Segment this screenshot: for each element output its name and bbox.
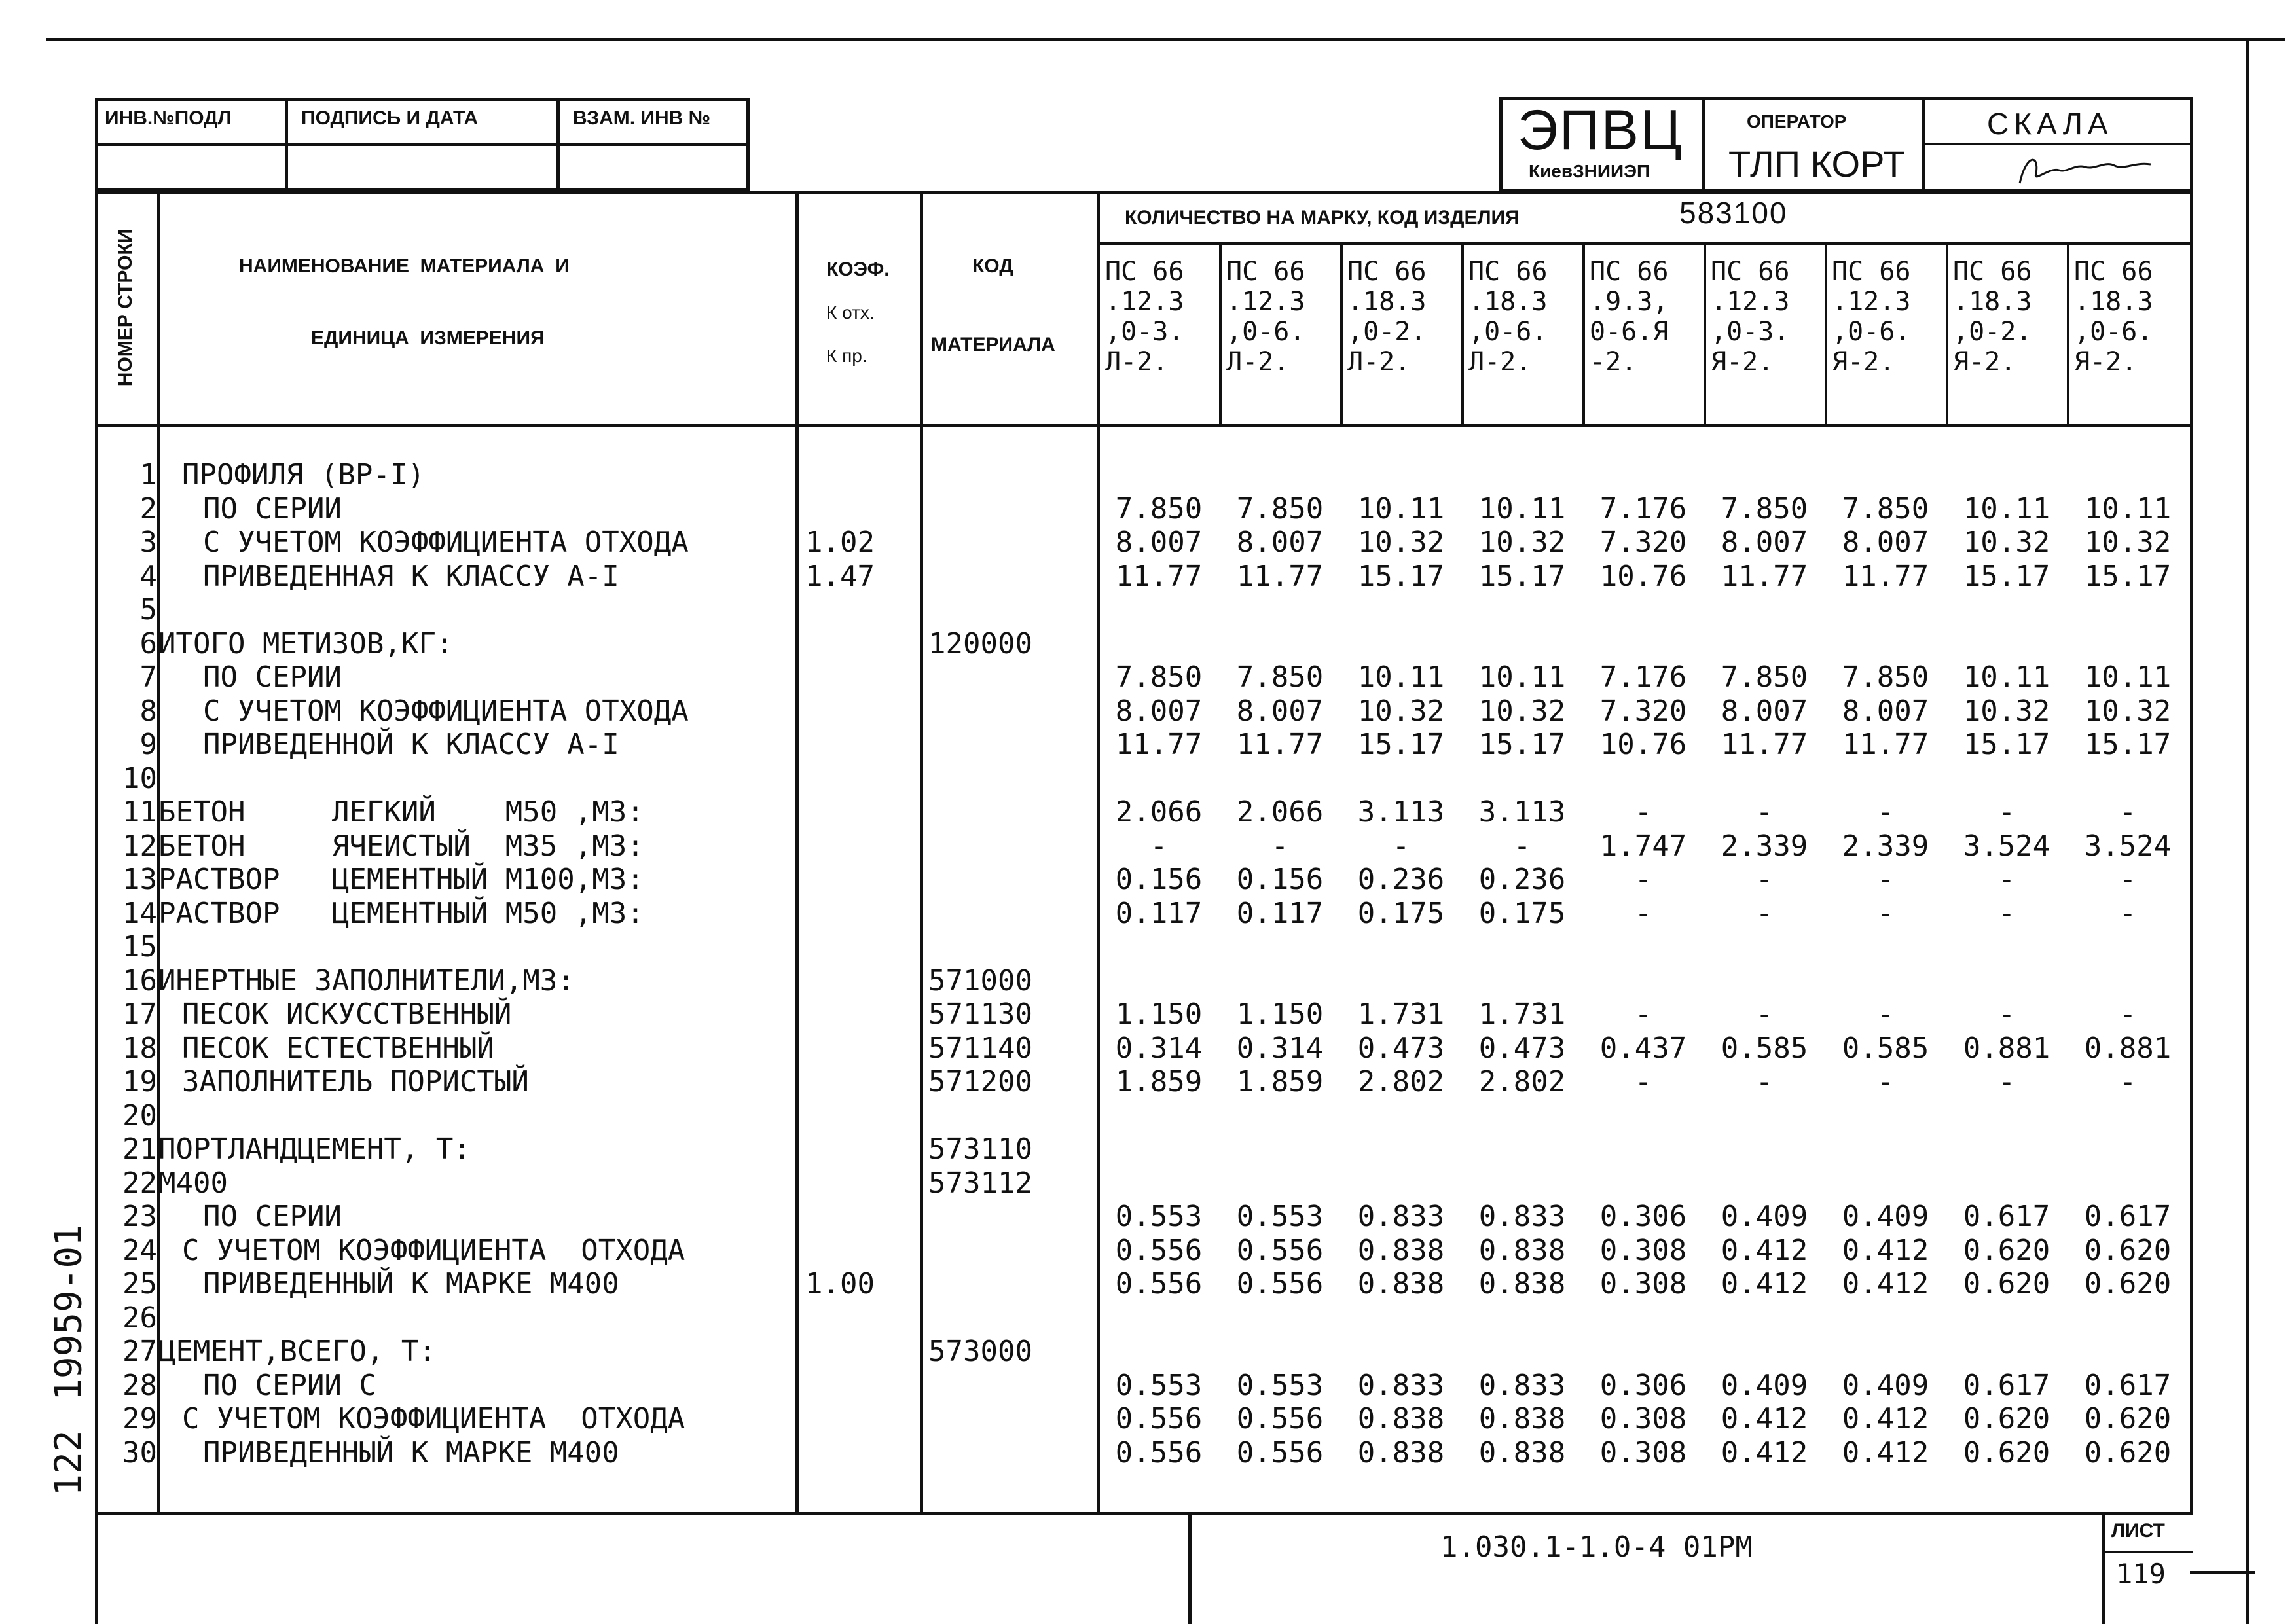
product-header-cell: ПС 66 .18.3 ,0-2. Я-2.	[1953, 257, 2032, 377]
material-code: 573112	[928, 1166, 1032, 1200]
footer-top-line	[95, 1512, 2193, 1515]
row-number: 15	[122, 930, 157, 964]
left-border-line	[95, 98, 98, 1624]
row-number: 24	[122, 1233, 157, 1267]
quantity-cell: 10.32	[2084, 526, 2172, 559]
stamp-divider	[95, 143, 750, 146]
material-name: ЗАПОЛНИТЕЛЬ ПОРИСТЫЙ	[182, 1065, 529, 1098]
quantity-cell: -	[1755, 998, 1774, 1031]
quantity-cell: 0.412	[1842, 1435, 1929, 1470]
quantity-cell: 0.585	[1842, 1031, 1929, 1065]
row-number: 13	[122, 863, 157, 896]
product-col-divider	[1340, 245, 1343, 424]
material-code: 573000	[928, 1335, 1032, 1368]
quantity-cell: 0.236	[1357, 863, 1445, 896]
org-small: КиевЗНИИЭП	[1529, 161, 1650, 181]
quantity-cell: 0.620	[2084, 1435, 2172, 1470]
document-code: 1.030.1-1.0-4 01РМ	[1440, 1530, 1753, 1564]
quantity-cell: 1.859	[1236, 1065, 1324, 1098]
quantity-cell: 3.113	[1478, 795, 1566, 829]
row-number: 20	[122, 1098, 157, 1132]
quantity-cell: 0.620	[2084, 1267, 2172, 1301]
quantity-cell: 0.556	[1236, 1267, 1324, 1301]
quantity-cell: 0.585	[1721, 1031, 1808, 1065]
quantity-cell: 0.306	[1599, 1200, 1687, 1233]
quantity-cell: 10.32	[1963, 694, 2050, 728]
material-name: С УЧЕТОМ КОЭФФИЦИЕНТА ОТХОДА	[203, 526, 689, 559]
product-header-cell: ПС 66 .9.3, 0-6.Я -2.	[1590, 257, 1669, 377]
quantity-cell: 0.473	[1478, 1031, 1566, 1065]
quantity-cell: 0.308	[1599, 1267, 1687, 1301]
quantity-cell: 1.747	[1599, 829, 1687, 863]
quantity-cell: 0.620	[2084, 1402, 2172, 1435]
row-number: 10	[122, 761, 157, 795]
quantity-cell: -	[1634, 795, 1652, 829]
row-number: 26	[122, 1301, 157, 1335]
stamp-col-divider-2	[556, 98, 560, 191]
quantity-cell: 7.850	[1236, 660, 1324, 694]
row-number: 12	[122, 829, 157, 863]
quantity-cell: -	[1876, 998, 1895, 1031]
material-name: БЕТОН ЯЧЕИСТЫЙ М35 ,М3:	[158, 829, 644, 863]
col-divider-right	[2190, 191, 2193, 1513]
material-code: 573110	[928, 1132, 1032, 1166]
quantity-cell: -	[2119, 1065, 2137, 1098]
quantity-cell: 0.617	[1963, 1368, 2050, 1402]
quantity-cell: -	[1755, 795, 1774, 829]
quantity-cell: -	[1876, 795, 1895, 829]
product-col-divider	[1704, 245, 1706, 424]
row-number: 6	[139, 626, 157, 660]
product-header-cell: ПС 66 .12.3 ,0-3. Л-2.	[1105, 257, 1184, 377]
quantity-cell: 11.77	[1721, 559, 1808, 593]
quantity-cell: 0.412	[1721, 1267, 1808, 1301]
header-coef-2: К отх.	[826, 302, 875, 323]
top-border-line	[46, 38, 2285, 41]
quantity-cell: 0.412	[1721, 1402, 1808, 1435]
quantity-cell: 1.150	[1236, 998, 1324, 1031]
quantity-cell: -	[1150, 829, 1168, 863]
product-header-cell: ПС 66 .18.3 ,0-6. Я-2.	[2074, 257, 2153, 377]
quantity-cell: 0.553	[1115, 1200, 1203, 1233]
quantity-cell: 7.850	[1115, 492, 1203, 526]
row-number: 25	[122, 1267, 157, 1301]
quantity-cell: 0.412	[1842, 1267, 1929, 1301]
quantity-cell: 0.308	[1599, 1233, 1687, 1267]
header-product-code: 583100	[1679, 196, 1788, 230]
quantity-cell: 15.17	[1963, 559, 2050, 593]
operator-value: ТЛП КОРТ	[1728, 143, 1906, 185]
quantity-cell: 0.620	[2084, 1233, 2172, 1267]
quantity-cell: 10.11	[1478, 660, 1566, 694]
quantity-cell: 0.409	[1721, 1200, 1808, 1233]
row-number: 28	[122, 1368, 157, 1402]
right-border-line	[2246, 39, 2249, 1624]
quantity-cell: 0.833	[1478, 1200, 1566, 1233]
quantity-cell: 0.412	[1842, 1233, 1929, 1267]
quantity-cell: 10.32	[1478, 526, 1566, 559]
quantity-cell: 10.11	[2084, 660, 2172, 694]
quantity-cell: 10.11	[1963, 660, 2050, 694]
material-name: ПРИВЕДЕННЫЙ К МАРКЕ М400	[203, 1267, 619, 1301]
material-name: ПО СЕРИИ	[203, 492, 342, 526]
material-name: С УЧЕТОМ КОЭФФИЦИЕНТА ОТХОДА	[182, 1233, 685, 1267]
quantity-cell: 11.77	[1842, 728, 1929, 761]
quantity-cell: 10.76	[1599, 559, 1687, 593]
material-name: С УЧЕТОМ КОЭФФИЦИЕНТА ОТХОДА	[182, 1402, 685, 1435]
quantity-cell: -	[1392, 829, 1410, 863]
quantity-cell: 0.556	[1115, 1402, 1203, 1435]
quantity-cell: 0.473	[1357, 1031, 1445, 1065]
material-name: ПЕСОК ЕСТЕСТВЕННЫЙ	[182, 1031, 494, 1065]
quantity-cell: 8.007	[1236, 526, 1324, 559]
quantity-cell: 0.838	[1357, 1233, 1445, 1267]
quantity-cell: 0.412	[1721, 1233, 1808, 1267]
quantity-cell: -	[1997, 998, 2016, 1031]
quantity-cell: 0.314	[1236, 1031, 1324, 1065]
material-name: С УЧЕТОМ КОЭФФИЦИЕНТА ОТХОДА	[203, 694, 689, 728]
quantity-cell: 7.850	[1721, 660, 1808, 694]
quantity-cell: 0.412	[1842, 1402, 1929, 1435]
quantity-cell: 7.850	[1842, 660, 1929, 694]
quantity-cell: 0.308	[1599, 1402, 1687, 1435]
quantity-cell: 3.524	[2084, 829, 2172, 863]
header-coef-1: КОЭФ.	[826, 259, 890, 280]
row-number: 21	[122, 1132, 157, 1166]
quantity-cell: 7.850	[1842, 492, 1929, 526]
material-code: 571200	[928, 1065, 1032, 1098]
quantity-cell: 10.76	[1599, 728, 1687, 761]
row-number: 30	[122, 1435, 157, 1470]
product-col-divider	[1461, 245, 1464, 424]
quantity-cell: 2.802	[1478, 1065, 1566, 1098]
quantity-cell: 11.77	[1721, 728, 1808, 761]
quantity-cell: 10.32	[1478, 694, 1566, 728]
quantity-cell: 0.620	[1963, 1267, 2050, 1301]
row-number: 1	[139, 458, 157, 492]
material-name: БЕТОН ЛЕГКИЙ М50 ,М3:	[158, 795, 644, 829]
quantity-cell: 8.007	[1842, 694, 1929, 728]
quantity-cell: 0.156	[1236, 863, 1324, 896]
quantity-cell: 0.620	[1963, 1402, 2050, 1435]
quantity-cell: 0.881	[1963, 1031, 2050, 1065]
quantity-cell: 3.524	[1963, 829, 2050, 863]
quantity-cell: 0.838	[1478, 1233, 1566, 1267]
quantity-cell: 15.17	[2084, 559, 2172, 593]
quantity-cell: 0.556	[1115, 1435, 1203, 1470]
quantity-cell: 0.412	[1721, 1435, 1808, 1470]
material-code: 571130	[928, 998, 1032, 1031]
material-name: ПО СЕРИИ	[203, 1200, 342, 1233]
quantity-cell: 0.306	[1599, 1368, 1687, 1402]
sheet-label: ЛИСТ	[2111, 1520, 2165, 1542]
quantity-cell: 0.833	[1357, 1368, 1445, 1402]
quantity-cell: 2.066	[1236, 795, 1324, 829]
quantity-cell: 0.117	[1236, 896, 1324, 930]
quantity-cell: 0.556	[1115, 1267, 1203, 1301]
material-name: ПОРТЛАНДЦЕМЕНТ, Т:	[158, 1132, 471, 1166]
material-name: М400	[158, 1166, 228, 1200]
margin-inventory: 19959-01	[47, 1224, 90, 1401]
material-name: ПО СЕРИИ С	[203, 1368, 376, 1402]
quantity-cell: 0.556	[1115, 1233, 1203, 1267]
row-number: 14	[122, 896, 157, 930]
quantity-cell: -	[1997, 863, 2016, 896]
quantity-cell: -	[1755, 896, 1774, 930]
product-col-divider	[1582, 245, 1585, 424]
quantity-cell: 8.007	[1115, 526, 1203, 559]
table-top-line	[95, 191, 2193, 194]
quantity-cell: -	[1997, 1065, 2016, 1098]
footer-sheet-line	[2102, 1551, 2193, 1553]
signature-icon	[2013, 147, 2164, 190]
quantity-cell: 0.833	[1357, 1200, 1445, 1233]
row-number: 17	[122, 998, 157, 1031]
quantity-cell: 15.17	[1963, 728, 2050, 761]
quantity-cell: 0.833	[1478, 1368, 1566, 1402]
quantity-cell: 0.314	[1115, 1031, 1203, 1065]
row-number: 3	[139, 526, 157, 559]
quantity-cell: 2.339	[1721, 829, 1808, 863]
quantity-cell: 0.308	[1599, 1435, 1687, 1470]
quantity-cell: -	[2119, 863, 2137, 896]
org-big: ЭПВЦ	[1518, 99, 1683, 162]
coefficient: 1.02	[805, 526, 875, 559]
quantity-cell: 0.881	[2084, 1031, 2172, 1065]
system-name: СКАЛА	[1987, 107, 2113, 141]
quantity-cell: 7.176	[1599, 660, 1687, 694]
sheet-number: 119	[2116, 1558, 2166, 1590]
quantity-cell: 10.32	[1357, 694, 1445, 728]
quantity-cell: -	[2119, 998, 2137, 1031]
quantity-cell: 0.556	[1236, 1435, 1324, 1470]
quantity-cell: 0.617	[1963, 1200, 2050, 1233]
product-header-cell: ПС 66 .18.3 ,0-2. Л-2.	[1347, 257, 1427, 377]
col-divider-coef	[920, 191, 923, 1513]
quantity-cell: -	[1513, 829, 1531, 863]
quantity-cell: 0.175	[1357, 896, 1445, 930]
quantity-cell: 0.556	[1236, 1402, 1324, 1435]
row-number: 9	[139, 728, 157, 761]
row-number: 19	[122, 1065, 157, 1098]
material-name: ПРОФИЛЯ (ВР-I)	[182, 458, 425, 492]
quantity-cell: 0.838	[1478, 1267, 1566, 1301]
material-name: ЦЕМЕНТ,ВСЕГО, Т:	[158, 1335, 436, 1368]
row-number: 11	[122, 795, 157, 829]
quantity-cell: 0.409	[1721, 1368, 1808, 1402]
quantity-cell: 0.838	[1357, 1435, 1445, 1470]
header-row-number: НОМЕР СТРОКИ	[115, 228, 136, 387]
row-number: 2	[139, 492, 157, 526]
material-name: ПРИВЕДЕННАЯ К КЛАССУ А-I	[203, 559, 619, 593]
quantity-cell: 7.320	[1599, 526, 1687, 559]
quantity-cell: 0.620	[1963, 1435, 2050, 1470]
header-material-1: НАИМЕНОВАНИЕ МАТЕРИАЛА И	[239, 255, 570, 277]
quantity-cell: -	[2119, 795, 2137, 829]
product-col-divider	[1825, 245, 1827, 424]
quantity-cell: -	[1634, 1065, 1652, 1098]
quantity-cell: 0.409	[1842, 1200, 1929, 1233]
quantity-cell: 10.11	[1478, 492, 1566, 526]
quantity-cell: 0.620	[1963, 1233, 2050, 1267]
coefficient: 1.00	[805, 1267, 875, 1301]
quantity-cell: 7.850	[1115, 660, 1203, 694]
header-material-2: ЕДИНИЦА ИЗМЕРЕНИЯ	[311, 327, 545, 349]
quantity-cell: -	[1634, 863, 1652, 896]
quantity-cell: 10.32	[1357, 526, 1445, 559]
header-code-1: КОД	[972, 255, 1013, 277]
stamp-podpis-data: ПОДПИСЬ И ДАТА	[301, 107, 479, 129]
quantity-cell: 7.320	[1599, 694, 1687, 728]
quantity-cell: 0.838	[1357, 1402, 1445, 1435]
row-number: 16	[122, 964, 157, 998]
product-col-divider	[1219, 245, 1222, 424]
quantity-cell: 2.802	[1357, 1065, 1445, 1098]
quantity-cell: 0.838	[1478, 1402, 1566, 1435]
quantity-cell: 0.838	[1357, 1267, 1445, 1301]
product-col-divider	[2067, 245, 2069, 424]
material-name: ИТОГО МЕТИЗОВ,КГ:	[158, 626, 454, 660]
quantity-cell: 8.007	[1236, 694, 1324, 728]
quantity-cell: 2.339	[1842, 829, 1929, 863]
header-coef-3: К пр.	[826, 346, 867, 366]
quantity-cell: 7.176	[1599, 492, 1687, 526]
quantity-cell: 1.731	[1357, 998, 1445, 1031]
material-name: ИНЕРТНЫЕ ЗАПОЛНИТЕЛИ,М3:	[158, 964, 575, 998]
stamp-col-divider-1	[285, 98, 288, 191]
margin-page: 122	[47, 1430, 90, 1496]
col-divider-material	[795, 191, 799, 1513]
quantity-cell: -	[1271, 829, 1289, 863]
quantity-cell: 10.11	[2084, 492, 2172, 526]
quantity-cell: -	[1755, 1065, 1774, 1098]
quantity-cell: 15.17	[2084, 728, 2172, 761]
quantity-cell: 0.617	[2084, 1200, 2172, 1233]
quantity-cell: 11.77	[1236, 559, 1324, 593]
footer-divider	[1188, 1512, 1192, 1624]
row-number: 27	[122, 1335, 157, 1368]
stamp-vzam-inv: ВЗАМ. ИНВ №	[573, 107, 711, 129]
quantity-cell: 0.409	[1842, 1368, 1929, 1402]
stamp-inv-podl: ИНВ.№ПОДЛ	[105, 107, 232, 129]
product-header-cell: ПС 66 .12.3 ,0-6. Л-2.	[1226, 257, 1305, 377]
row-number: 8	[139, 694, 157, 728]
quantity-cell: 10.11	[1357, 492, 1445, 526]
quantity-cell: 10.11	[1963, 492, 2050, 526]
quantity-cell: 1.859	[1115, 1065, 1203, 1098]
quantity-cell: 15.17	[1478, 559, 1566, 593]
quantity-cell: 15.17	[1478, 728, 1566, 761]
quantity-cell: -	[1634, 896, 1652, 930]
quantity-cell: 10.32	[2084, 694, 2172, 728]
row-number: 18	[122, 1031, 157, 1065]
quantity-cell: 2.066	[1115, 795, 1203, 829]
quantity-cell: 11.77	[1842, 559, 1929, 593]
title-divider-1	[1702, 97, 1705, 192]
quantity-cell: 11.77	[1115, 559, 1203, 593]
quantity-cell: 15.17	[1357, 728, 1445, 761]
material-name: ПРИВЕДЕННОЙ К КЛАССУ А-I	[203, 728, 619, 761]
quantity-cell: 0.838	[1478, 1435, 1566, 1470]
quantity-cell: 0.556	[1236, 1233, 1324, 1267]
quantity-cell: 0.553	[1236, 1200, 1324, 1233]
material-name: ПЕСОК ИСКУССТВЕННЫЙ	[182, 998, 512, 1031]
quantity-cell: 1.731	[1478, 998, 1566, 1031]
operator-label: ОПЕРАТОР	[1747, 111, 1847, 132]
quantity-cell: 0.617	[2084, 1368, 2172, 1402]
material-name: РАСТВОР ЦЕМЕНТНЫЙ М50 ,М3:	[158, 896, 644, 930]
quantity-cell: 8.007	[1721, 526, 1808, 559]
quantity-cell: 11.77	[1236, 728, 1324, 761]
quantity-cell: 3.113	[1357, 795, 1445, 829]
row-number: 29	[122, 1402, 157, 1435]
quantity-cell: 7.850	[1236, 492, 1324, 526]
header-code-2: МАТЕРИАЛА	[931, 334, 1055, 355]
quantity-cell: -	[1876, 896, 1895, 930]
quantity-cell: 7.850	[1721, 492, 1808, 526]
quantity-cell: 10.32	[1963, 526, 2050, 559]
quantity-cell: 10.11	[1357, 660, 1445, 694]
quantity-cell: -	[1997, 896, 2016, 930]
coefficient: 1.47	[805, 559, 875, 593]
quantity-cell: 11.77	[1115, 728, 1203, 761]
row-number: 7	[139, 660, 157, 694]
row-number: 22	[122, 1166, 157, 1200]
material-code: 571140	[928, 1031, 1032, 1065]
material-code: 120000	[928, 626, 1032, 660]
product-col-divider	[1946, 245, 1948, 424]
row-number: 5	[139, 593, 157, 626]
material-name: ПО СЕРИИ	[203, 660, 342, 694]
footer-sheet-divider	[2102, 1512, 2105, 1624]
quantity-cell: -	[1755, 863, 1774, 896]
quantity-cell: -	[1876, 1065, 1895, 1098]
quantity-cell: 15.17	[1357, 559, 1445, 593]
qty-label-line	[1097, 242, 2193, 245]
quantity-cell: 0.553	[1236, 1368, 1324, 1402]
quantity-cell: 8.007	[1842, 526, 1929, 559]
quantity-cell: 8.007	[1721, 694, 1808, 728]
quantity-cell: -	[1876, 863, 1895, 896]
header-qty-label: КОЛИЧЕСТВО НА МАРКУ, КОД ИЗДЕЛИЯ	[1125, 207, 1520, 228]
quantity-cell: 1.150	[1115, 998, 1203, 1031]
product-header-cell: ПС 66 .12.3 ,0-6. Я-2.	[1832, 257, 1911, 377]
row-number: 4	[139, 559, 157, 593]
quantity-cell: -	[1997, 795, 2016, 829]
row-number: 23	[122, 1200, 157, 1233]
material-code: 571000	[928, 964, 1032, 998]
quantity-cell: 8.007	[1115, 694, 1203, 728]
quantity-cell: 0.117	[1115, 896, 1203, 930]
quantity-cell: -	[2119, 896, 2137, 930]
quantity-cell: 0.553	[1115, 1368, 1203, 1402]
product-header-cell: ПС 66 .12.3 ,0-3. Я-2.	[1711, 257, 1790, 377]
quantity-cell: 0.236	[1478, 863, 1566, 896]
title-divider-h	[1922, 143, 2193, 145]
product-header-cell: ПС 66 .18.3 ,0-6. Л-2.	[1468, 257, 1548, 377]
quantity-cell: 0.175	[1478, 896, 1566, 930]
footer-right-tick	[2190, 1571, 2255, 1574]
quantity-cell: -	[1634, 998, 1652, 1031]
quantity-cell: 0.437	[1599, 1031, 1687, 1065]
quantity-cell: 0.156	[1115, 863, 1203, 896]
material-name: РАСТВОР ЦЕМЕНТНЫЙ М100,М3:	[158, 863, 644, 896]
header-bottom-line	[95, 424, 2193, 427]
material-name: ПРИВЕДЕННЫЙ К МАРКЕ М400	[203, 1435, 619, 1470]
